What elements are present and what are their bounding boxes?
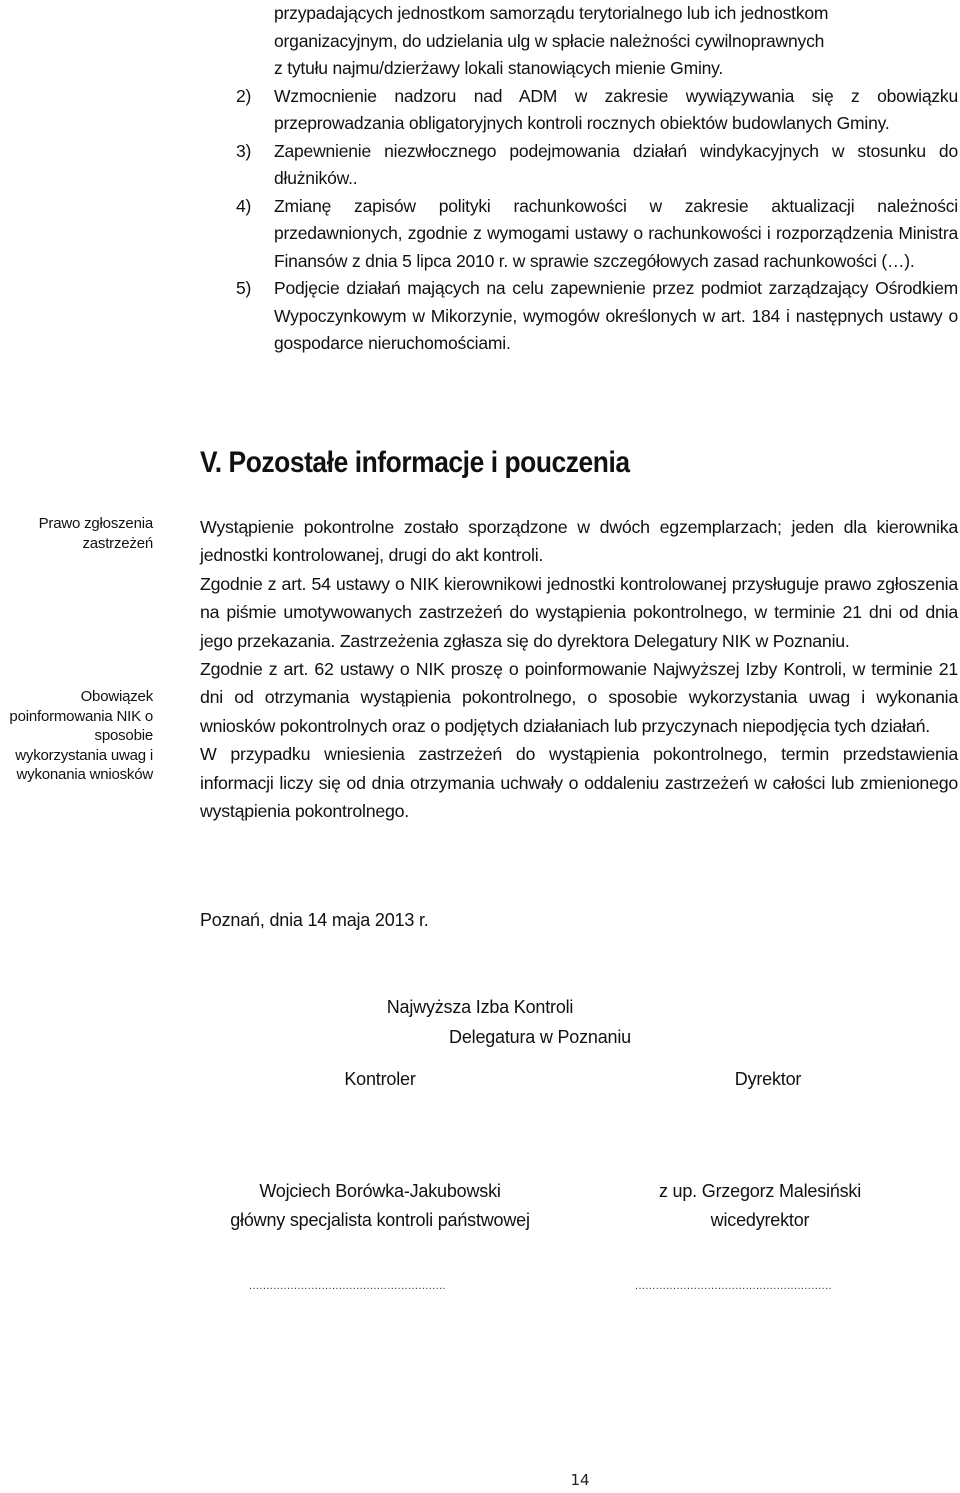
body-paragraph-4: W przypadku wniesienia zastrzeżeń do wystąpienia pokontrolnego, termin przedstawienia informacji liczy się od dnia otrzymania uchwały o oddaleniu zastrzeżeń w całości lub zmienionego wystąpienia pokontrolnego.	[200, 744, 958, 822]
signer-title-left: główny specjalista kontroli państwowej	[230, 1210, 530, 1230]
signer-name-right: z up. Grzegorz Malesiński	[658, 1181, 862, 1201]
body-paragraph-1: Wystąpienie pokontrolne zostało sporządzone w dwóch egzemplarzach; jeden dla kierownika jednostki kontrolowanej, drugi do akt kontroli.	[200, 517, 958, 566]
list-item-5	[236, 275, 958, 358]
information-body	[200, 513, 958, 825]
list-item-1-line-3: z tytułu najmu/dzierżawy lokali stanowiących mienie Gminy.	[274, 58, 724, 78]
list-item-3-number: 3)	[236, 140, 252, 161]
organization-name: Najwyższa Izba Kontroli	[386, 997, 574, 1017]
list-item-1-line-2: organizacyjnym, do udzielania ulg w spłacie należności cywilnoprawnych	[274, 30, 825, 51]
list-item-4-text: Zmianę zapisów polityki rachunkowości w zakresie aktualizacji należności przedawnionych, zgodnie z wymogami ustawy o rachunkowości i rozporządzenia Ministra Finansów z dnia 5 lipca 2010 r. w sprawie szczegółowych zasad rachunkowości (…).	[274, 195, 958, 271]
signer-role-right: Dyrektor	[734, 1069, 802, 1089]
signer-title-right: wicedyrektor	[710, 1210, 810, 1230]
place-and-date: Poznań, dnia 14 maja 2013 r.	[200, 910, 429, 930]
signer-role-left: Kontroler	[344, 1069, 416, 1089]
list-item-5-number: 5)	[236, 278, 252, 298]
signature-line-left: .........................................................	[249, 1280, 447, 1292]
list-item-2-text: Wzmocnienie nadzoru nad ADM w zakresie wywiązywania się z obowiązku przeprowadzania obligatoryjnych kontroli rocznych obiektów budowlanych Gminy.	[274, 85, 958, 133]
list-item-2	[236, 83, 958, 138]
list-item-3-text: Zapewnienie niezwłocznego podejmowania działań windykacyjnych w stosunku do dłużników..	[274, 140, 958, 188]
list-item-1-continuation	[236, 0, 958, 83]
list-item-4-number: 4)	[236, 195, 252, 216]
list-item-5-text: Podjęcie działań mających na celu zapewnienie przez podmiot zarządzający Ośrodkiem Wypoczynkowym w Mikorzynie, wymogów określonych w art. 184 i następnych ustawy o gospodarce nieruchomościami.	[274, 278, 958, 353]
side-note-objections: Prawo zgłoszenia zastrzeżeń	[38, 515, 153, 552]
body-paragraph-3: Zgodnie z art. 62 ustawy o NIK proszę o poinformowanie Najwyższej Izby Kontroli, w terminie 21 dni od otrzymania wystąpienia pokontrolnego, o sposobie wykorzystania uwag i wykonania wniosków pokontrolnych oraz o podjętych działaniach lub przyczynach niepodjęcia tych działań.	[200, 659, 958, 736]
list-item-3	[236, 138, 958, 193]
section-heading: V. Pozostałe informacje i pouczenia	[200, 446, 630, 479]
page-number: 14	[570, 1471, 590, 1489]
organization-branch: Delegatura w Poznaniu	[449, 1027, 631, 1047]
signer-name-left: Wojciech Borówka-Jakubowski	[259, 1181, 501, 1201]
list-item-1-line-1: przypadających jednostkom samorządu terytorialnego lub ich jednostkom	[274, 3, 829, 23]
body-paragraph-2: Zgodnie z art. 54 ustawy o NIK kierownikowi jednostki kontrolowanej przysługuje prawo zgłoszenia na piśmie umotywowanych zastrzeżeń do wystąpienia pokontrolnego, w terminie 21 dni od dnia jego przekazania. Zastrzeżenia zgłasza się do dyrektora Delegatury NIK w Poznaniu.	[200, 573, 958, 651]
list-item-4	[236, 193, 958, 276]
recommendations-list	[236, 0, 958, 358]
signature-line-right: .........................................................	[635, 1280, 833, 1292]
list-item-2-number: 2)	[236, 85, 252, 106]
side-note-obligation: Obowiązek poinformowania NIK o sposobie wykorzystania uwag i wykonania wniosków	[9, 688, 153, 783]
